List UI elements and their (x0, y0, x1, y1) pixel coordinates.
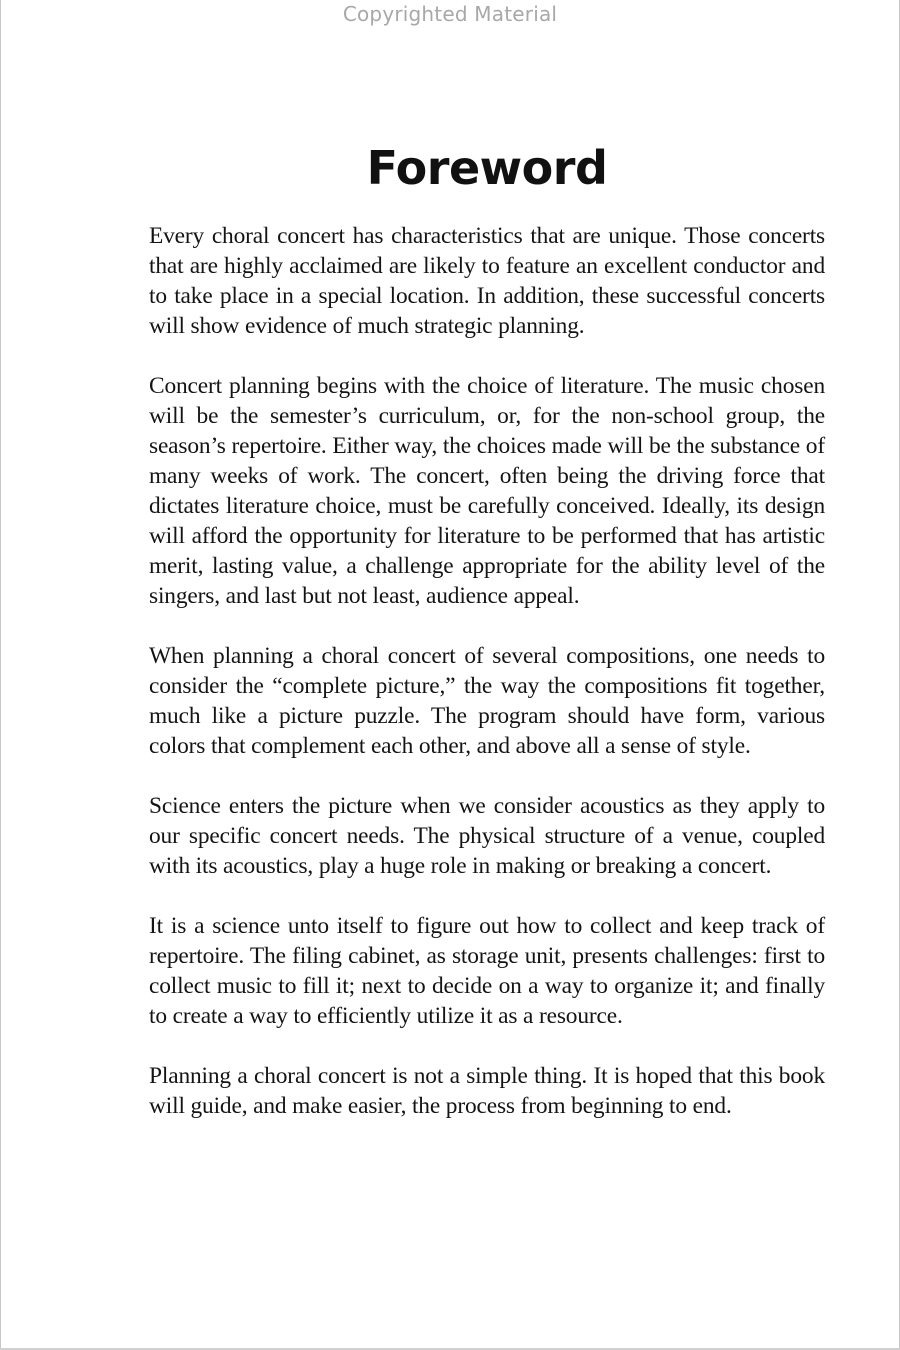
page-edge-left (0, 0, 1, 1350)
paragraph-1: Every choral concert has characteristics that are unique. Those concerts that are highly acclaimed are likely to feature an excellent conductor and to take place in a special location. In addition, these successful concerts will show evidence of much strategic planning. (149, 223, 825, 339)
foreword-body (149, 221, 825, 1151)
paragraph-5: It is a science unto itself to figure out how to collect and keep track of repertoire. The filing cabinet, as storage unit, presents challenges: first to collect music to fill it; next to decide on a way to organize it; and finally to create a way to efficiently utilize it as a resource. (149, 913, 825, 1029)
paragraph-3: When planning a choral concert of several compositions, one needs to consider the “complete picture,” the way the compositions fit together, much like a picture puzzle. The program should have form, various colors that complement each other, and above all a sense of style. (149, 643, 825, 759)
paragraph-4: Science enters the picture when we consider acoustics as they apply to our specific concert needs. The physical structure of a venue, coupled with its acoustics, play a huge role in making or breaking a concert. (149, 793, 825, 879)
page-title: Foreword (366, 141, 608, 195)
paragraph-2: Concert planning begins with the choice of literature. The music chosen will be the semester’s curriculum, or, for the non-school group, the season’s repertoire. Either way, the choices made will be the substance of many weeks of work. The concert, often being the driving force that dictates literature choice, must be carefully conceived. Ideally, its design will afford the opportunity for literature to be performed that has artistic merit, lasting value, a challenge appropriate for the ability level of the singers, and last but not least, audience appeal. (149, 373, 825, 609)
paragraph-6: Planning a choral concert is not a simple thing. It is hoped that this book will guide, and make easier, the process from beginning to end. (149, 1063, 825, 1119)
copyright-watermark: Copyrighted Material (342, 2, 558, 26)
